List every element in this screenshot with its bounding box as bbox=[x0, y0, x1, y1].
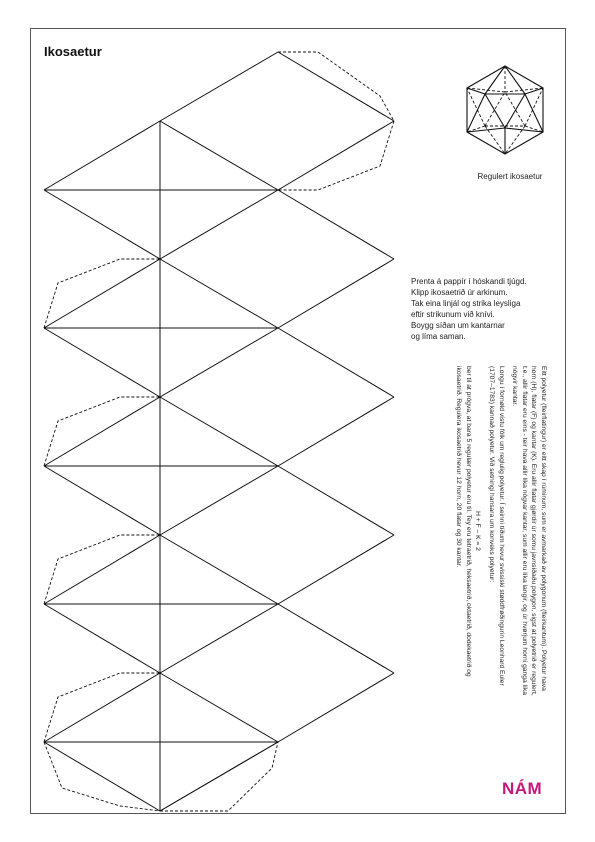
net-edge bbox=[278, 190, 394, 259]
net-edge bbox=[160, 535, 278, 604]
net-edge bbox=[44, 328, 160, 397]
euler-formula: H + F – K = 2 bbox=[474, 511, 482, 551]
net-edge bbox=[160, 466, 278, 535]
net-edge bbox=[44, 466, 160, 535]
instruction-line: og líma saman. bbox=[411, 332, 466, 341]
net-edge bbox=[278, 604, 394, 673]
net-edge bbox=[160, 673, 278, 742]
net-edge bbox=[278, 121, 394, 190]
info-paragraph: Longu í fornøld vístu fólk um reglulig polyetur. Í seinni tíðum hevur svissiski støddfrøðingurin Leonhard Euler (1707–1783) kannað polyetur. Við setningi hansara um konveks polyetur: bbox=[488, 366, 505, 686]
net-edge bbox=[44, 121, 160, 190]
nam-logo: NÁM bbox=[502, 779, 543, 798]
info-paragraph: Eitt polyetur (fleirflatingur) er eitt skap í rúminum, sum er avmarkað av polygonum (fleirkantum). Polyetur hava horn (H), flatar (F) og kantar (K). Eru allir flatar gjørdir úr somu javnsíðaðu polygon, sigst at polyetrið er regulert, t.e., allir flatar eru eins - teir hava allir líka nógvar kantar, sum allir eru líka langir, og úr hvørjum horni ganga líka nógvir kantar. bbox=[511, 366, 547, 696]
info-text-rotated bbox=[450, 366, 548, 696]
net-edge bbox=[278, 466, 394, 535]
net-edge bbox=[44, 259, 160, 328]
net-edge bbox=[278, 397, 394, 466]
net-edge bbox=[160, 397, 278, 466]
net-edge bbox=[160, 259, 278, 328]
instruction-line: Prenta á pappír í hóskandi tjúgd. bbox=[411, 277, 527, 286]
page-title: Ikosaetur bbox=[44, 44, 102, 59]
instruction-line: Tak eina linjál og strika leysliga bbox=[411, 299, 521, 308]
net-edge bbox=[160, 121, 278, 190]
net-edge bbox=[160, 742, 278, 811]
net-edge bbox=[160, 52, 278, 121]
instructions bbox=[411, 276, 561, 342]
net-edge bbox=[278, 52, 394, 121]
figure-caption: Regulert ikosaetur bbox=[477, 172, 543, 181]
instruction-line: Klipp ikosaetrið úr arkinum. bbox=[411, 288, 508, 297]
net-edge bbox=[278, 328, 394, 397]
icosahedron-icon bbox=[455, 60, 555, 160]
net-edge bbox=[160, 328, 278, 397]
net-edge bbox=[44, 397, 160, 466]
net-edge bbox=[278, 259, 394, 328]
instruction-line: Boygg síðan um kantarnar bbox=[411, 321, 505, 330]
net-edge bbox=[44, 673, 160, 742]
net-edge bbox=[278, 535, 394, 604]
net-edge bbox=[44, 604, 160, 673]
net-edge bbox=[44, 535, 160, 604]
instruction-line: eftir strikunum við knívi. bbox=[411, 310, 495, 319]
net-edge bbox=[160, 190, 278, 259]
info-paragraph: ber til at prógva, at bara 5 regulær polyetur eru til. Tey eru tetraetrið, heksaetrið, oktaetrið, dodekaetrið og ikosaetrið. Regulera ikosaetrið hevur 12 horn, 20 flatar og 30 kantar. bbox=[455, 366, 472, 677]
net-edge bbox=[44, 190, 160, 259]
net-edge bbox=[160, 604, 278, 673]
net-edge bbox=[278, 673, 394, 742]
